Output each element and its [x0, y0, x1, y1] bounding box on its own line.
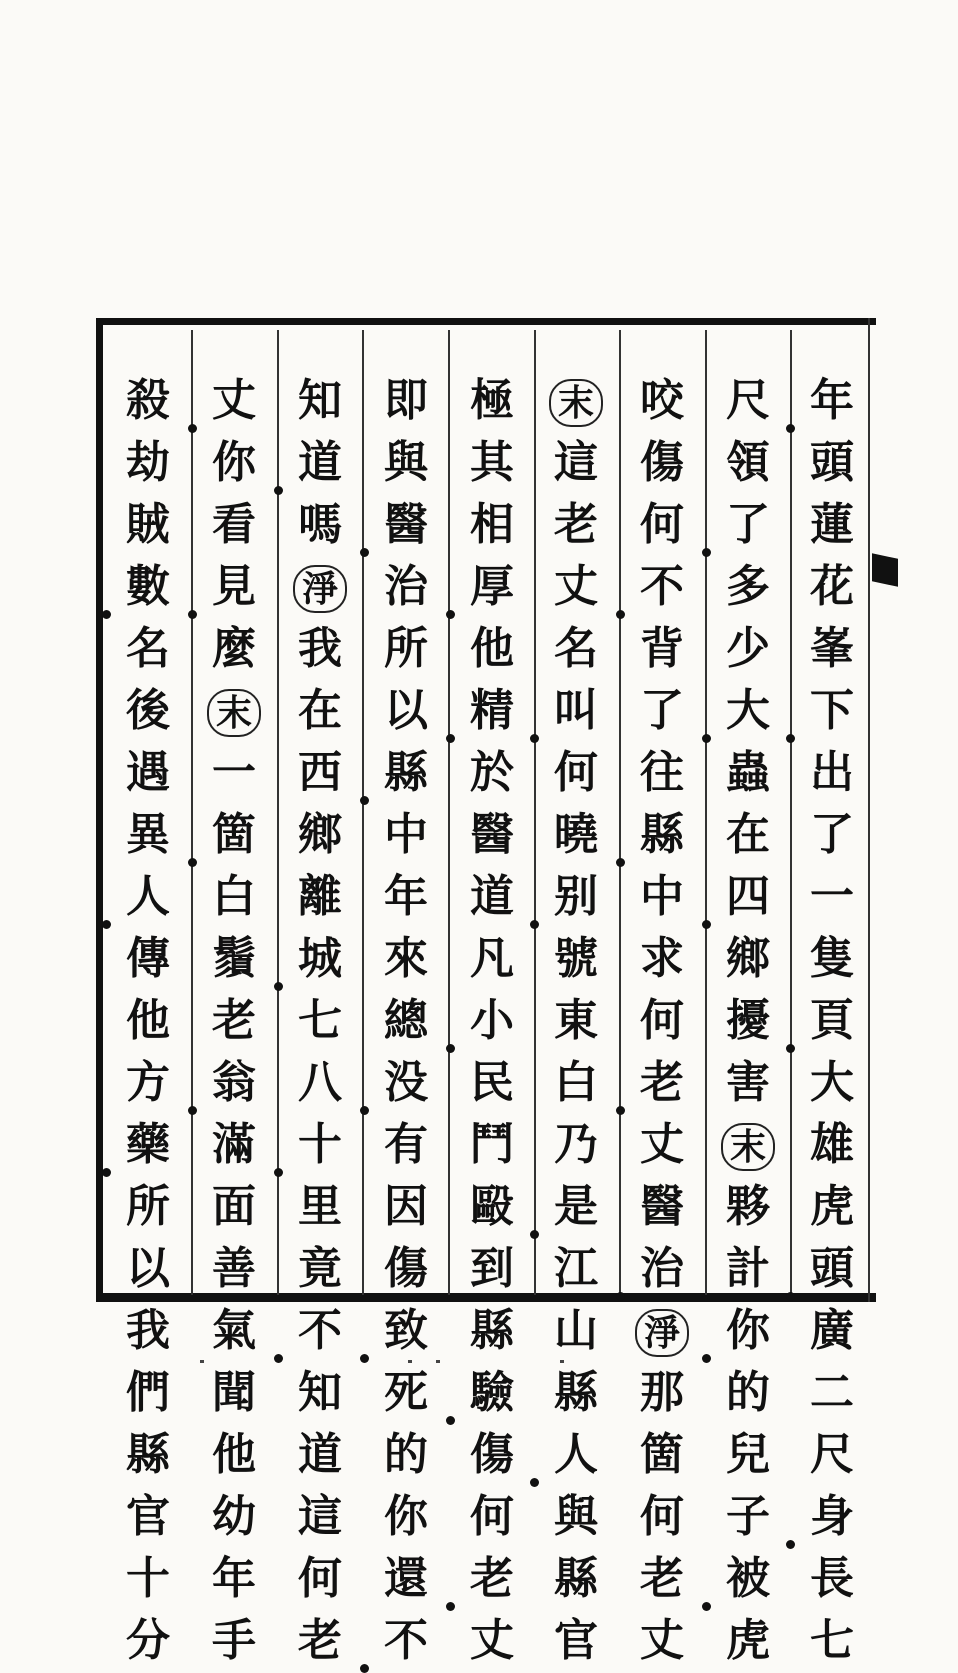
character: 那	[640, 1367, 684, 1418]
character: 醫	[640, 1181, 684, 1232]
character: 不	[384, 1615, 428, 1666]
character: 離	[298, 871, 342, 922]
character: 麼	[212, 623, 256, 674]
character: 咬	[640, 375, 684, 426]
punctuation-dot	[188, 610, 197, 619]
text-column	[290, 370, 350, 1672]
punctuation-dot	[530, 734, 539, 743]
character: 領	[726, 437, 770, 488]
ink-speck	[436, 1360, 440, 1363]
character: 來	[384, 933, 428, 984]
character: 殺	[126, 375, 170, 426]
character: 所	[126, 1181, 170, 1232]
punctuation-dot	[188, 1106, 197, 1115]
character: 我	[298, 623, 342, 674]
character: 何	[640, 499, 684, 550]
character: 别	[554, 871, 598, 922]
character: 往	[640, 747, 684, 798]
character: 年	[810, 375, 854, 426]
character: 在	[298, 685, 342, 736]
punctuation-dot	[702, 548, 711, 557]
character: 花	[810, 561, 854, 612]
role-marker-cell	[291, 556, 349, 618]
character: 七	[298, 995, 342, 1046]
character: 丈	[640, 1615, 684, 1666]
punctuation-dot	[530, 1478, 539, 1487]
character: 其	[470, 437, 514, 488]
character: 手	[212, 1615, 256, 1666]
punctuation-dot	[360, 1106, 369, 1115]
character: 兒	[726, 1429, 770, 1480]
column-rule	[534, 330, 536, 1295]
character: 的	[726, 1367, 770, 1418]
character: 尺	[810, 1429, 854, 1480]
character: 長	[810, 1553, 854, 1604]
character: 看	[212, 499, 256, 550]
punctuation-dot	[702, 920, 711, 929]
column-rule	[619, 330, 621, 1295]
punctuation-dot	[702, 1602, 711, 1611]
punctuation-dot	[786, 424, 795, 433]
character: 與	[384, 437, 428, 488]
character: 没	[384, 1057, 428, 1108]
role-marker: 淨	[635, 1309, 689, 1357]
character: 翁	[212, 1057, 256, 1108]
character: 老	[470, 1553, 514, 1604]
character: 鄉	[726, 933, 770, 984]
character: 背	[640, 623, 684, 674]
character: 極	[470, 375, 514, 426]
character: 還	[384, 1553, 428, 1604]
fish-tail-mark	[872, 553, 898, 587]
character: 東	[554, 995, 598, 1046]
character: 毆	[470, 1181, 514, 1232]
character: 叫	[554, 685, 598, 736]
punctuation-dot	[360, 1664, 369, 1673]
character: 小	[470, 995, 514, 1046]
character: 尺	[726, 375, 770, 426]
punctuation-dot	[446, 1416, 455, 1425]
character: 了	[810, 809, 854, 860]
character: 二	[810, 1367, 854, 1418]
character: 民	[470, 1057, 514, 1108]
character: 傷	[470, 1429, 514, 1480]
character: 蓮	[810, 499, 854, 550]
character: 隻	[810, 933, 854, 984]
character: 廣	[810, 1305, 854, 1356]
character: 丈	[640, 1119, 684, 1170]
character: 面	[212, 1181, 256, 1232]
punctuation-dot	[188, 858, 197, 867]
character: 他	[126, 995, 170, 1046]
character: 傳	[126, 933, 170, 984]
character: 官	[126, 1491, 170, 1542]
character: 白	[212, 871, 256, 922]
role-marker-cell	[719, 1114, 777, 1176]
character: 道	[298, 437, 342, 488]
character: 醫	[384, 499, 428, 550]
character: 峯	[810, 623, 854, 674]
character: 嗎	[298, 499, 342, 550]
character: 醫	[470, 809, 514, 860]
character: 見	[212, 561, 256, 612]
character: 他	[470, 623, 514, 674]
punctuation-dot	[786, 1540, 795, 1549]
character: 知	[298, 1367, 342, 1418]
ink-speck	[560, 1360, 564, 1363]
character: 厚	[470, 561, 514, 612]
punctuation-dot	[786, 1292, 795, 1301]
character: 出	[810, 747, 854, 798]
text-column	[462, 370, 522, 1672]
character: 氣	[212, 1305, 256, 1356]
character: 頁	[810, 995, 854, 1046]
character: 異	[126, 809, 170, 860]
character: 知	[298, 375, 342, 426]
character: 精	[470, 685, 514, 736]
character: 於	[470, 747, 514, 798]
character: 縣	[126, 1429, 170, 1480]
character: 十	[298, 1119, 342, 1170]
character: 年	[384, 871, 428, 922]
character: 相	[470, 499, 514, 550]
character: 他	[212, 1429, 256, 1480]
punctuation-dot	[102, 1168, 111, 1177]
punctuation-dot	[616, 858, 625, 867]
character: 虎	[810, 1181, 854, 1232]
character: 滿	[212, 1119, 256, 1170]
character: 後	[126, 685, 170, 736]
text-column	[118, 370, 178, 1672]
character: 江	[554, 1243, 598, 1294]
character: 何	[554, 747, 598, 798]
character: 鬥	[470, 1119, 514, 1170]
character: 老	[554, 499, 598, 550]
punctuation-dot	[446, 1602, 455, 1611]
character: 求	[640, 933, 684, 984]
character: 有	[384, 1119, 428, 1170]
character: 縣	[384, 747, 428, 798]
character: 名	[126, 623, 170, 674]
character: 多	[726, 561, 770, 612]
punctuation-dot	[274, 982, 283, 991]
text-column	[546, 370, 606, 1672]
character: 中	[640, 871, 684, 922]
character: 大	[810, 1057, 854, 1108]
character: 幼	[212, 1491, 256, 1542]
character: 即	[384, 375, 428, 426]
character: 我	[126, 1305, 170, 1356]
character: 何	[640, 995, 684, 1046]
character: 鬚	[212, 933, 256, 984]
column-rule	[362, 330, 364, 1295]
character: 子	[726, 1491, 770, 1542]
role-marker: 淨	[293, 565, 347, 613]
punctuation-dot	[702, 734, 711, 743]
text-column	[376, 370, 436, 1672]
character: 了	[726, 499, 770, 550]
character: 箇	[212, 809, 256, 860]
role-marker: 末	[549, 379, 603, 427]
text-column	[632, 370, 692, 1672]
character: 四	[726, 871, 770, 922]
punctuation-dot	[274, 486, 283, 495]
character: 總	[384, 995, 428, 1046]
character: 藥	[126, 1119, 170, 1170]
character: 山	[554, 1305, 598, 1356]
punctuation-dot	[446, 610, 455, 619]
character: 少	[726, 623, 770, 674]
character: 不	[640, 561, 684, 612]
character: 一	[810, 871, 854, 922]
character: 老	[640, 1057, 684, 1108]
character: 雄	[810, 1119, 854, 1170]
character: 丈	[554, 561, 598, 612]
character: 治	[640, 1243, 684, 1294]
character: 虎	[726, 1615, 770, 1666]
character: 鄉	[298, 809, 342, 860]
character: 名	[554, 623, 598, 674]
character: 計	[726, 1243, 770, 1294]
column-rule	[448, 330, 450, 1295]
character: 箇	[640, 1429, 684, 1480]
character: 人	[554, 1429, 598, 1480]
character: 被	[726, 1553, 770, 1604]
character: 下	[810, 685, 854, 736]
character: 數	[126, 561, 170, 612]
punctuation-dot	[530, 920, 539, 929]
punctuation-dot	[786, 1044, 795, 1053]
role-marker-cell	[633, 1300, 691, 1362]
punctuation-dot	[360, 796, 369, 805]
punctuation-dot	[446, 1044, 455, 1053]
character: 夥	[726, 1181, 770, 1232]
character: 十	[126, 1553, 170, 1604]
character: 了	[640, 685, 684, 736]
punctuation-dot	[274, 1354, 283, 1363]
character: 城	[298, 933, 342, 984]
punctuation-dot	[102, 920, 111, 929]
column-rule	[277, 330, 279, 1295]
character: 里	[298, 1181, 342, 1232]
text-column	[718, 370, 778, 1672]
punctuation-dot	[786, 734, 795, 743]
character: 所	[384, 623, 428, 674]
character: 道	[470, 871, 514, 922]
character: 在	[726, 809, 770, 860]
character: 遇	[126, 747, 170, 798]
character: 一	[212, 747, 256, 798]
punctuation-dot	[702, 1354, 711, 1363]
character: 聞	[212, 1367, 256, 1418]
character: 擾	[726, 995, 770, 1046]
character: 號	[554, 933, 598, 984]
character: 以	[126, 1243, 170, 1294]
punctuation-dot	[616, 1106, 625, 1115]
punctuation-dot	[616, 1292, 625, 1301]
character: 驗	[470, 1367, 514, 1418]
character: 傷	[384, 1243, 428, 1294]
character: 丈	[212, 375, 256, 426]
character: 西	[298, 747, 342, 798]
ink-speck	[200, 1360, 204, 1363]
character: 竟	[298, 1243, 342, 1294]
character: 致	[384, 1305, 428, 1356]
character: 你	[212, 437, 256, 488]
character: 到	[470, 1243, 514, 1294]
character: 你	[384, 1491, 428, 1542]
character: 方	[126, 1057, 170, 1108]
character: 老	[640, 1553, 684, 1604]
character: 曉	[554, 809, 598, 860]
character: 不	[298, 1305, 342, 1356]
character: 頭	[810, 437, 854, 488]
ink-speck	[408, 1360, 412, 1363]
role-marker: 末	[207, 689, 261, 737]
character: 老	[212, 995, 256, 1046]
character: 是	[554, 1181, 598, 1232]
punctuation-dot	[360, 548, 369, 557]
character: 道	[298, 1429, 342, 1480]
punctuation-dot	[530, 1230, 539, 1239]
character: 凡	[470, 933, 514, 984]
character: 年	[212, 1553, 256, 1604]
character: 這	[298, 1491, 342, 1542]
character: 這	[554, 437, 598, 488]
character: 蟲	[726, 747, 770, 798]
character: 死	[384, 1367, 428, 1418]
punctuation-dot	[360, 1354, 369, 1363]
text-column	[204, 370, 264, 1672]
character: 分	[126, 1615, 170, 1666]
character: 中	[384, 809, 428, 860]
column-rule	[705, 330, 707, 1295]
book-spine	[868, 318, 884, 1302]
character: 何	[640, 1491, 684, 1542]
role-marker-cell	[547, 370, 605, 432]
character: 身	[810, 1491, 854, 1542]
character: 傷	[640, 437, 684, 488]
character: 賊	[126, 499, 170, 550]
character: 何	[298, 1553, 342, 1604]
character: 的	[384, 1429, 428, 1480]
punctuation-dot	[446, 734, 455, 743]
column-rule	[790, 330, 792, 1295]
punctuation-dot	[102, 610, 111, 619]
punctuation-dot	[616, 610, 625, 619]
character: 老	[298, 1615, 342, 1666]
role-marker-cell	[205, 680, 263, 742]
character: 因	[384, 1181, 428, 1232]
punctuation-dot	[188, 424, 197, 433]
character: 害	[726, 1057, 770, 1108]
character: 頭	[810, 1243, 854, 1294]
text-column	[802, 370, 862, 1672]
character: 八	[298, 1057, 342, 1108]
character: 與	[554, 1491, 598, 1542]
character: 縣	[640, 809, 684, 860]
character: 官	[554, 1615, 598, 1666]
character: 何	[470, 1491, 514, 1542]
character: 們	[126, 1367, 170, 1418]
character: 縣	[470, 1305, 514, 1356]
character: 七	[810, 1615, 854, 1666]
role-marker: 末	[721, 1123, 775, 1171]
character: 大	[726, 685, 770, 736]
character: 丈	[470, 1615, 514, 1666]
character: 劫	[126, 437, 170, 488]
character: 縣	[554, 1553, 598, 1604]
character: 治	[384, 561, 428, 612]
character: 人	[126, 871, 170, 922]
punctuation-dot	[274, 1168, 283, 1177]
character: 你	[726, 1305, 770, 1356]
character: 白	[554, 1057, 598, 1108]
character: 縣	[554, 1367, 598, 1418]
column-rule	[191, 330, 193, 1295]
character: 以	[384, 685, 428, 736]
character: 善	[212, 1243, 256, 1294]
character: 乃	[554, 1119, 598, 1170]
